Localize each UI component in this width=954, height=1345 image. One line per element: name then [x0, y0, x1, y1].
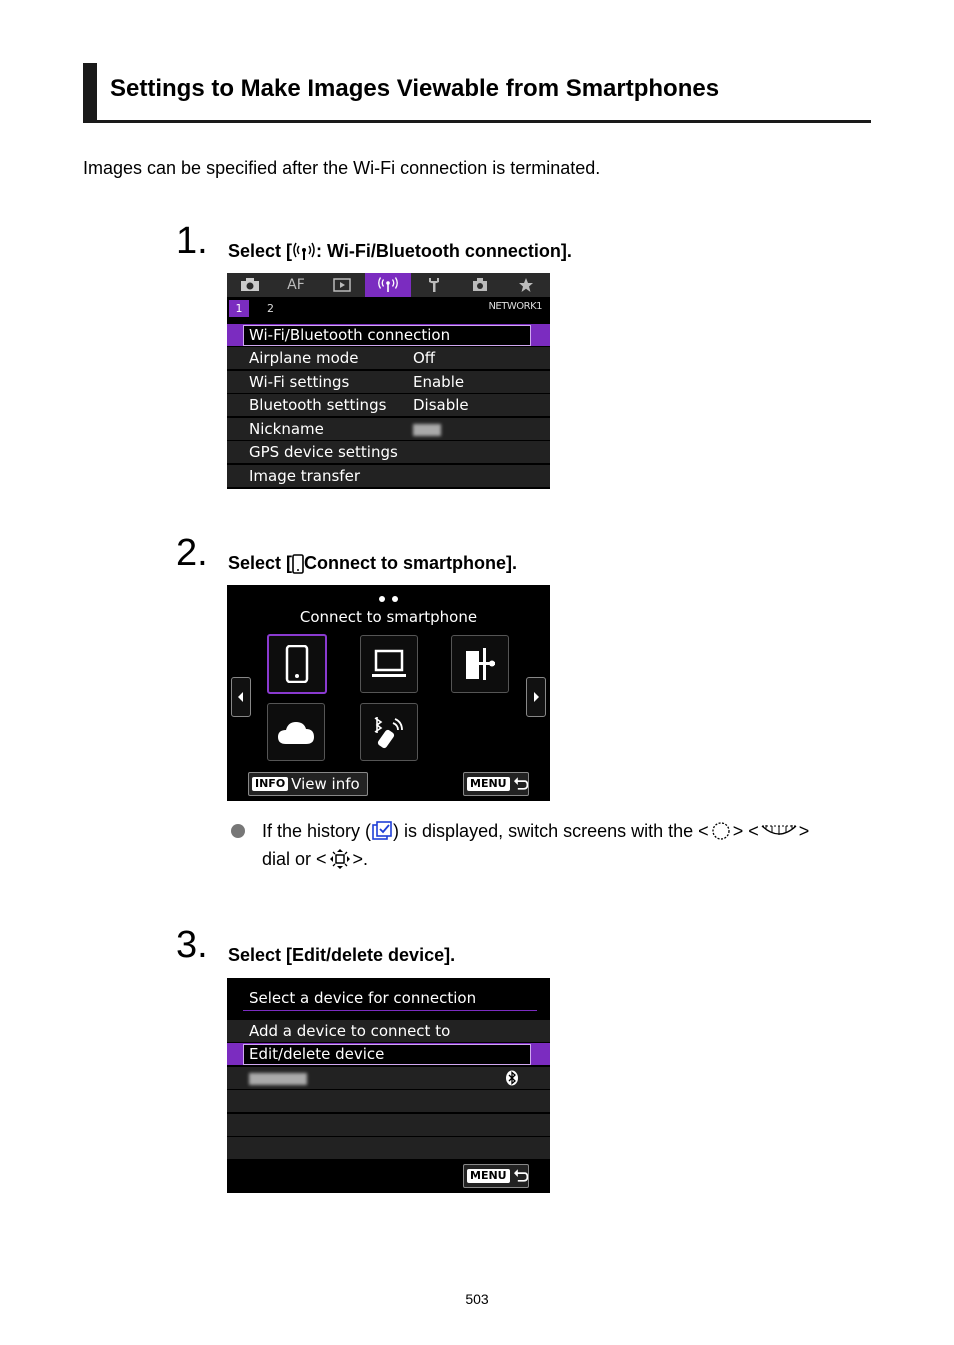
menu-tab-bar	[227, 273, 550, 297]
step-2-text	[228, 553, 517, 574]
step-1-number: 1.	[176, 220, 208, 262]
wireless-icon	[377, 277, 399, 293]
history-note-line-1	[262, 817, 882, 845]
sub-tab-2[interactable]: 2	[267, 302, 274, 315]
history-note-line-2	[262, 845, 882, 873]
return-icon	[513, 777, 528, 791]
main-dial-icon	[760, 820, 798, 842]
step-3-number: 3.	[176, 924, 208, 966]
next-arrow[interactable]	[526, 677, 546, 717]
view-info-button[interactable]	[248, 772, 368, 796]
heading-bar	[83, 63, 97, 120]
menu-row-wifi-settings[interactable]	[227, 370, 550, 393]
step-2-text-before: Select [	[228, 553, 293, 573]
menu-row-label: Wi-Fi/Bluetooth connection	[249, 326, 451, 344]
network-menu-screen	[227, 273, 550, 489]
menu-row-nickname[interactable]	[227, 417, 550, 440]
empty-row	[227, 1136, 550, 1159]
note-text: ) is displayed, switch screens with the <	[393, 821, 709, 841]
page-dots	[379, 595, 399, 603]
play-icon	[333, 278, 351, 292]
step-1-text-before: Select [	[228, 241, 293, 261]
menu-row-bluetooth-settings[interactable]	[227, 393, 550, 416]
note-text: If the history (	[262, 821, 372, 841]
menu-row-label: Airplane mode	[249, 349, 359, 367]
menu-badge: MENU	[467, 777, 510, 791]
prev-arrow[interactable]	[231, 677, 251, 717]
info-badge: INFO	[252, 777, 288, 791]
edit-delete-device-row[interactable]	[227, 1042, 550, 1065]
note-text: >.	[352, 849, 369, 869]
wireless-icon	[292, 242, 316, 262]
page-number: 503	[465, 1291, 489, 1307]
tab-playback[interactable]	[319, 273, 365, 297]
menu-row-image-transfer[interactable]	[227, 464, 550, 487]
section-heading	[83, 63, 871, 122]
menu-row-label: GPS device settings	[249, 443, 398, 461]
return-icon	[513, 1169, 528, 1183]
paired-device-row[interactable]	[227, 1066, 550, 1089]
intro-text: Images can be specified after the Wi-Fi connection is terminated.	[83, 158, 601, 178]
bluetooth-remote-icon	[371, 714, 407, 750]
menu-row-label: Bluetooth settings	[249, 396, 387, 414]
chevron-left-icon	[237, 692, 245, 702]
menu-badge: MENU	[467, 1169, 510, 1183]
view-info-label: View info	[291, 775, 360, 793]
tab-shooting[interactable]	[227, 273, 273, 297]
menu-row-label: Image transfer	[249, 467, 360, 485]
screen-title: Connect to smartphone	[299, 608, 478, 626]
tab-network[interactable]	[365, 273, 411, 297]
step-3-text: Select [Edit/delete device].	[228, 945, 456, 965]
menu-row-airplane[interactable]	[227, 346, 550, 369]
page-title: Settings to Make Images Viewable from Smartphones	[110, 75, 720, 102]
history-note	[262, 817, 882, 873]
title-divider	[243, 1010, 537, 1011]
menu-row-label: Edit/delete device	[249, 1045, 385, 1063]
menu-row-value: Enable	[413, 373, 465, 391]
step-2-number: 2.	[176, 532, 208, 574]
menu-row-value: Off	[413, 349, 436, 367]
note-text: dial or <	[262, 849, 327, 869]
tab-setup[interactable]	[411, 273, 457, 297]
history-icon	[372, 821, 392, 841]
bluetooth-remote-option[interactable]	[360, 703, 418, 761]
camera-icon	[240, 278, 260, 292]
ftp-server-option[interactable]	[451, 635, 509, 693]
tab-label: NETWORK1	[488, 301, 542, 312]
note-text: > <	[732, 821, 759, 841]
menu-row-gps[interactable]	[227, 440, 550, 463]
web-service-option[interactable]	[267, 703, 325, 761]
heading-rule	[83, 120, 871, 123]
nickname-blurred-value	[413, 418, 441, 440]
menu-row-label: Wi-Fi settings	[249, 373, 350, 391]
chevron-right-icon	[532, 692, 540, 702]
tab-my-menu[interactable]	[503, 273, 549, 297]
menu-row-value: Disable	[413, 396, 469, 414]
empty-row	[227, 1089, 550, 1112]
connect-smartphone-screen	[227, 585, 550, 801]
server-transfer-icon	[464, 647, 496, 681]
select-device-screen	[227, 978, 550, 1193]
menu-back-button[interactable]	[463, 1164, 529, 1188]
laptop-icon	[371, 649, 407, 679]
star-icon	[518, 277, 534, 293]
device-name-blurred	[249, 1067, 307, 1089]
step-1-text-after: : Wi-Fi/Bluetooth connection].	[316, 241, 572, 261]
step-2-text-after: Connect to smartphone].	[304, 553, 518, 573]
sub-tab-1[interactable]: 1	[229, 300, 249, 317]
wrench-icon	[427, 277, 441, 293]
menu-row-label: Add a device to connect to	[249, 1022, 451, 1040]
menu-row-label: Nickname	[249, 420, 324, 438]
quick-control-dial-icon	[710, 820, 732, 842]
tab-af[interactable]: AF	[287, 277, 305, 293]
menu-back-button[interactable]	[463, 772, 529, 796]
computer-option[interactable]	[360, 635, 418, 693]
smartphone-icon	[292, 554, 304, 574]
custom-icon	[471, 277, 489, 293]
menu-row-wifi-bluetooth[interactable]	[227, 323, 550, 346]
sub-tab-bar	[227, 297, 550, 319]
empty-row	[227, 1113, 550, 1136]
note-text: >	[798, 821, 810, 841]
cloud-icon	[277, 719, 315, 745]
step-1-text	[228, 241, 572, 262]
multi-controller-icon	[329, 848, 351, 870]
tab-custom[interactable]	[457, 273, 503, 297]
smartphone-option[interactable]	[267, 634, 327, 694]
add-device-row[interactable]	[227, 1019, 550, 1042]
bullet-dot	[231, 824, 245, 838]
smartphone-icon	[285, 645, 309, 683]
screen-title: Select a device for connection	[249, 989, 477, 1007]
